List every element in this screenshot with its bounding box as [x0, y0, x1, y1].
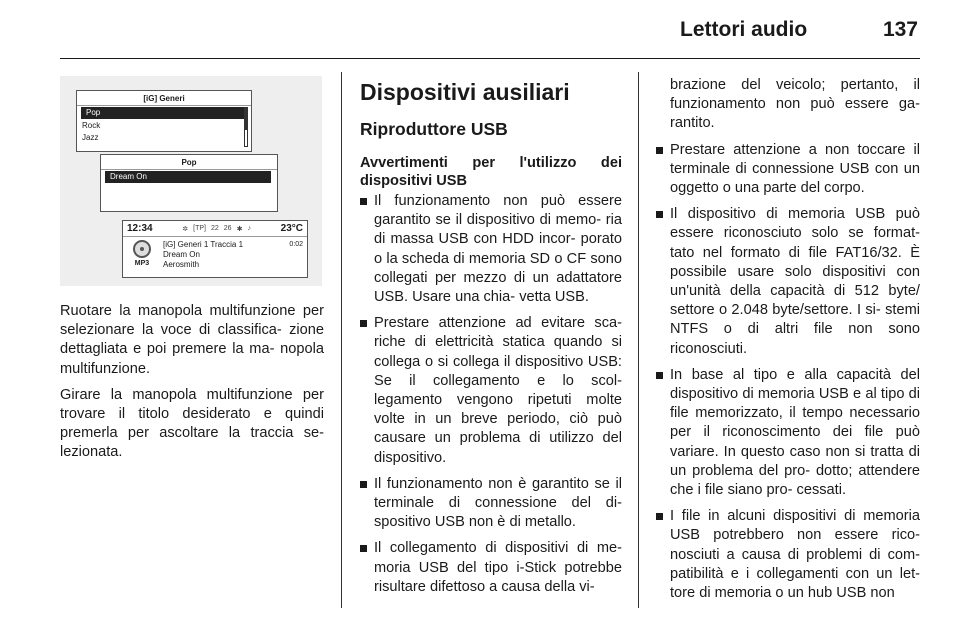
disc-icon — [133, 240, 151, 258]
media-source — [127, 240, 157, 270]
tracks-menu-screen — [100, 154, 278, 212]
track-artist: Aerosmith — [163, 260, 200, 269]
paragraph: Ruotare la manopola multifunzione per selezionare la voce di classifica- zione dettagliata e poi premere la ma- nopola multifunzione. — [60, 303, 324, 377]
list-item: Prestare attenzione a non toccare il terminale di connessione USB con un oggetto o una parte del corpo. — [656, 141, 920, 199]
list-item: Il dispositivo di memoria USB può essere riconosciuto solo se format- tato nel formato di file FAT16/32. È possibile usare solo dispositivi con un'unità della capacità di 512 byte/ settore o 2.048 byte/settore. I si- stemi NTFS o di altri file non sono riconosciuti. — [656, 205, 920, 359]
page-number: 137 — [882, 18, 918, 41]
section-heading: Dispositivi ausiliari — [360, 79, 570, 105]
status-bar — [123, 221, 307, 237]
display-figure — [60, 76, 322, 286]
column-divider — [638, 72, 639, 608]
track-path: [iG] Generi 1 Traccia 1 — [163, 240, 244, 249]
track-info — [157, 240, 303, 270]
paragraph: Girare la manopola multifunzione per trovare il titolo desiderato e quindi premerla per ascoltare la traccia se- lezionata. — [60, 386, 324, 461]
screen-title: [iG] Generi — [77, 91, 251, 106]
tp-indicator: [TP] — [193, 225, 206, 232]
status-value: 26 — [223, 225, 232, 232]
page-title: Lettori audio — [680, 18, 808, 41]
outside-temperature: 23°C — [280, 223, 303, 234]
subsection-heading: Riproduttore USB — [360, 119, 508, 139]
column-divider — [341, 72, 342, 608]
list-item: Il collegamento di dispositivi di me- moria USB del tipo i-Stick potrebbe risultare difettoso a causa della vi- — [360, 539, 622, 597]
now-playing-body — [123, 237, 307, 273]
music-note-icon: ♪ — [247, 225, 251, 232]
track-title: Dream On — [163, 250, 200, 259]
status-value: 22 — [210, 225, 219, 232]
gear-icon: ✲ — [182, 225, 189, 233]
warnings-list — [360, 192, 622, 597]
now-playing-screen — [122, 220, 308, 278]
middle-column — [360, 78, 622, 604]
bluetooth-icon: ✱ — [236, 225, 243, 233]
menu-item-track: Dream On — [105, 171, 271, 183]
list-item: I file in alcuni dispositivi di memoria USB potrebbero non essere rico- nosciuti a causa di problemi di com- patibilità e i collegamenti con un let- tore di memoria o un hub USB non — [656, 507, 920, 603]
list-item: In base al tipo e alla capacità del dispositivo di memoria USB e al tipo di file memorizzato, il tempo necessario per il riconoscimento dei file può variare. In questo caso non si tratta di un problema del pro- dotto; attendere che i file siano pro- cessati. — [656, 366, 920, 500]
left-column — [60, 302, 324, 470]
genres-menu-screen — [76, 90, 252, 152]
continuation-text: brazione del veicolo; pertanto, il funzionamento non può essere ga- rantito. — [670, 77, 920, 132]
warnings-heading: Avvertimenti per l'utilizzo dei dispositivi USB — [360, 155, 622, 189]
header-rule — [60, 58, 920, 59]
clock: 12:34 — [127, 223, 153, 234]
elapsed-time: 0:02 — [289, 241, 303, 248]
warnings-list-continued — [656, 141, 920, 604]
list-item: Prestare attenzione ad evitare sca- riche di elettricità statica quando si collega o si collega il dispositivo USB: Se il collegamento e lo scol- legamento vengono ripetuti molte volte in un breve periodo, ciò può causare un problema di utilizzo del dispositivo. — [360, 314, 622, 468]
list-item: Il funzionamento non può essere garantito se il dispositivo di memo- ria di massa USB con HDD incor- porato o la scheda di memoria SD o CF sono collegati per mezzo di un adattatore USB. Usare una chia- vetta USB. — [360, 192, 622, 307]
right-column — [656, 76, 920, 610]
menu-item-rock: Rock — [82, 121, 101, 130]
scrollbar — [244, 107, 248, 147]
menu-item-pop: Pop — [81, 107, 245, 119]
screen-title: Pop — [101, 155, 277, 170]
format-label: MP3 — [134, 260, 150, 267]
menu-item-jazz: Jazz — [82, 133, 99, 142]
scrollbar-thumb — [245, 108, 247, 130]
status-indicators — [182, 225, 251, 233]
list-item: Il funzionamento non è garantito se il terminale di connessione del di- spositivo USB non è di metallo. — [360, 475, 622, 533]
